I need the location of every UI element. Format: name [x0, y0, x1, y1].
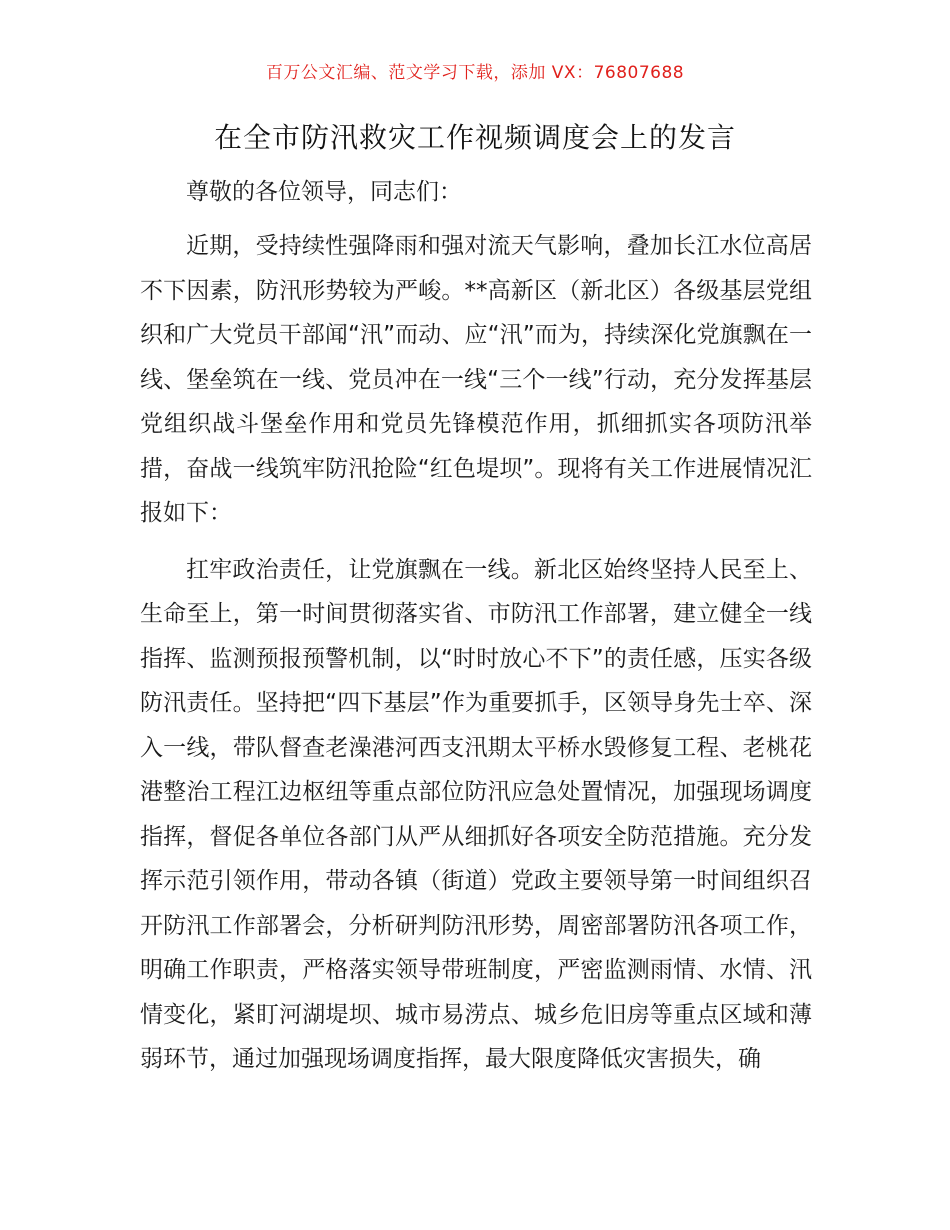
- salutation: 尊敬的各位领导，同志们：: [186, 179, 462, 205]
- paragraph-intro: 近期，受持续性强降雨和强对流天气影响，叠加长江水位高居不下因素，防汛形势较为严峻。**高新区（新北区）各级基层党组织和广大党员干部闻“汛”而动、应“汛”而为，持续深化党旗飘在一线、堡垒筑在一线、党员冲在一线“三个一线”行动，充分发挥基层党组织战斗堡垒作用和党员先锋模范作用，抓细抓实各项防汛举措，奋战一线筑牢防汛抢险“红色堤坝”。现将有关工作进展情况汇报如下：: [140, 233, 812, 526]
- paragraph-political-responsibility: 扛牢政治责任，让党旗飘在一线。新北区始终坚持人民至上、生命至上，第一时间贯彻落实省、市防汛工作部署，建立健全一线指挥、监测预报预警机制，以“时时放心不下”的责任感，压实各级防汛责任。坚持把“四下基层”作为重要抓手，区领导身先士卒、深入一线，带队督查老澡港河西支汛期太平桥水毁修复工程、老桃花港整治工程江边枢纽等重点部位防汛应急处置情况，加强现场调度指挥，督促各单位各部门从严从细抓好各项安全防范措施。充分发挥示范引领作用，带动各镇（街道）党政主要领导第一时间组织召开防汛工作部署会，分析研判防汛形势，周密部署防汛各项工作，明确工作职责，严格落实领导带班制度，严密监测雨情、水情、汛情变化，紧盯河湖堤坝、城市易涝点、城乡危旧房等重点区域和薄弱环节，通过加强现场调度指挥，最大限度降低灾害损失，确: [140, 556, 812, 1072]
- document-title: 在全市防汛救灾工作视频调度会上的发言: [213, 121, 736, 154]
- header-note: 百万公文汇编、范文学习下载，添加 VX：76807688: [265, 63, 685, 83]
- document-body: [140, 170, 812, 1094]
